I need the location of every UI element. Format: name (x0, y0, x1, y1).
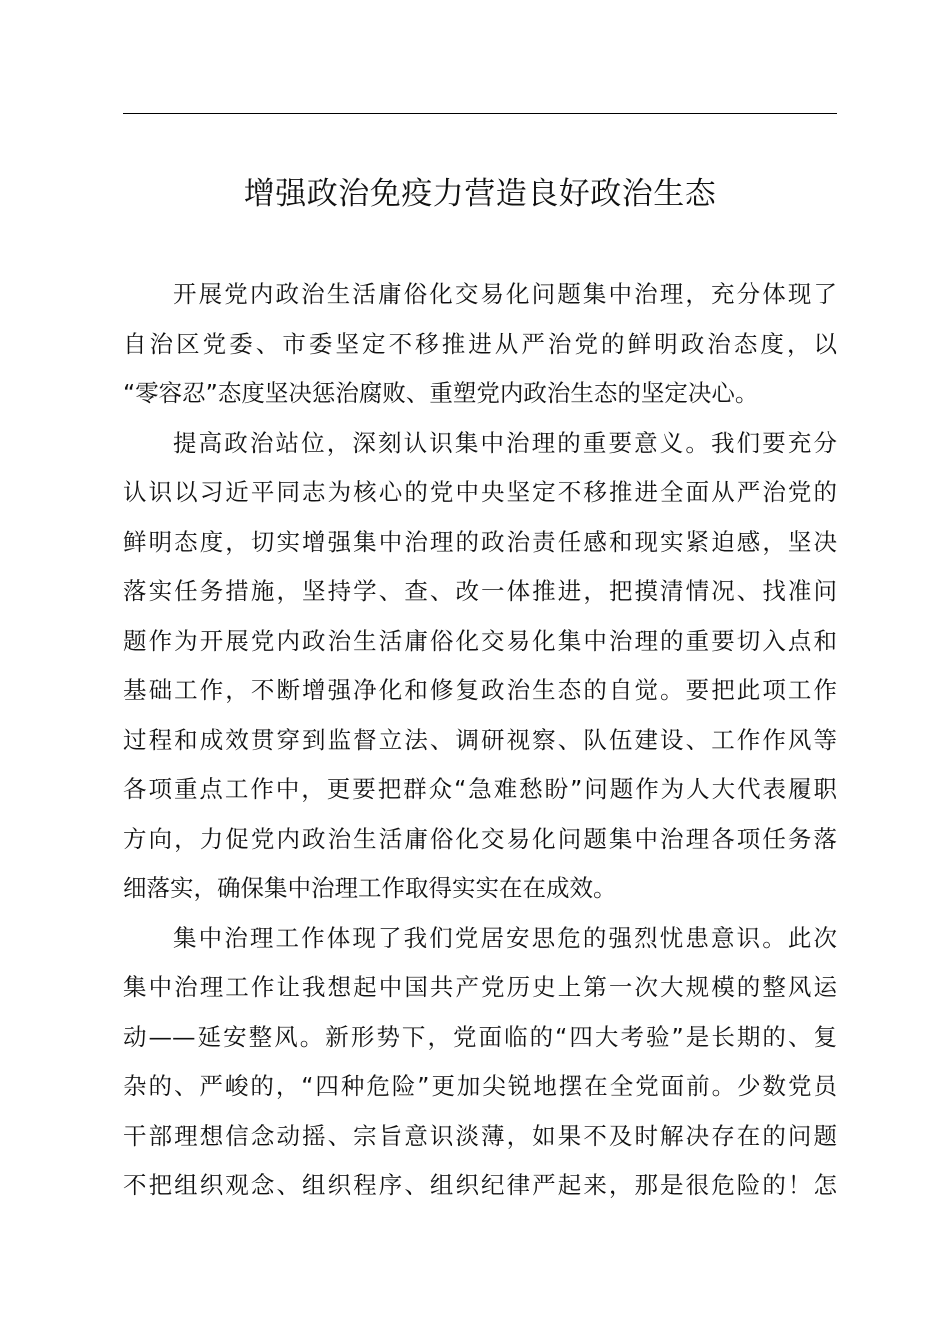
document-body (123, 270, 837, 1211)
document-title: 增强政治免疫力营造良好政治生态 (243, 176, 717, 212)
text-line: 不把组织观念、组织程序、组织纪律严起来，那是很危险的！怎 (123, 1171, 837, 1199)
paragraph-2 (123, 419, 837, 914)
text-line: 开展党内政治生活庸俗化交易化问题集中治理，充分体现了 (173, 280, 837, 308)
text-line: 杂的、严峻的，“四种危险”更加尖锐地摆在全党面前。少数党员 (123, 1072, 837, 1100)
text-line: 动——延安整风。新形势下，党面临的“四大考验”是长期的、复 (123, 1022, 837, 1051)
paragraph-3 (123, 914, 837, 1211)
text-line: 鲜明态度，切实增强集中治理的政治责任感和现实紧迫感，坚决 (123, 527, 837, 556)
text-line: 集中治理工作让我想起中国共产党历史上第一次大规模的整风运 (123, 973, 837, 1001)
text-line: 落实任务措施，坚持学、查、改一体推进，把摸清情况、找准问 (123, 577, 837, 605)
text-line: 提高政治站位，深刻认识集中治理的重要意义。我们要充分 (173, 428, 837, 457)
text-line: 认识以习近平同志为核心的党中央坚定不移推进全面从严治党的 (123, 478, 837, 506)
paragraph-1 (123, 270, 837, 419)
header-rule (123, 113, 837, 114)
text-line: 方向，力促党内政治生活庸俗化交易化问题集中治理各项任务落 (123, 824, 837, 853)
text-line: 集中治理工作体现了我们党居安思危的强烈忧患意识。此次 (173, 923, 837, 952)
text-line: 题作为开展党内政治生活庸俗化交易化集中治理的重要切入点和 (123, 626, 837, 655)
text-line: 自治区党委、市委坚定不移推进从严治党的鲜明政治态度，以 (123, 329, 837, 358)
text-line: 干部理想信念动摇、宗旨意识淡薄，如果不及时解决存在的问题 (123, 1121, 837, 1150)
text-line: 过程和成效贯穿到监督立法、调研视察、队伍建设、工作作风等 (123, 725, 837, 754)
text-line: 细落实，确保集中治理工作取得实实在在成效。 (123, 874, 617, 902)
text-line: “零容忍”态度坚决惩治腐败、重塑党内政治生态的坚定决心。 (123, 379, 759, 407)
text-line: 各项重点工作中，更要把群众“急难愁盼”问题作为人大代表履职 (123, 775, 837, 803)
text-line: 基础工作，不断增强净化和修复政治生态的自觉。要把此项工作 (123, 676, 837, 704)
